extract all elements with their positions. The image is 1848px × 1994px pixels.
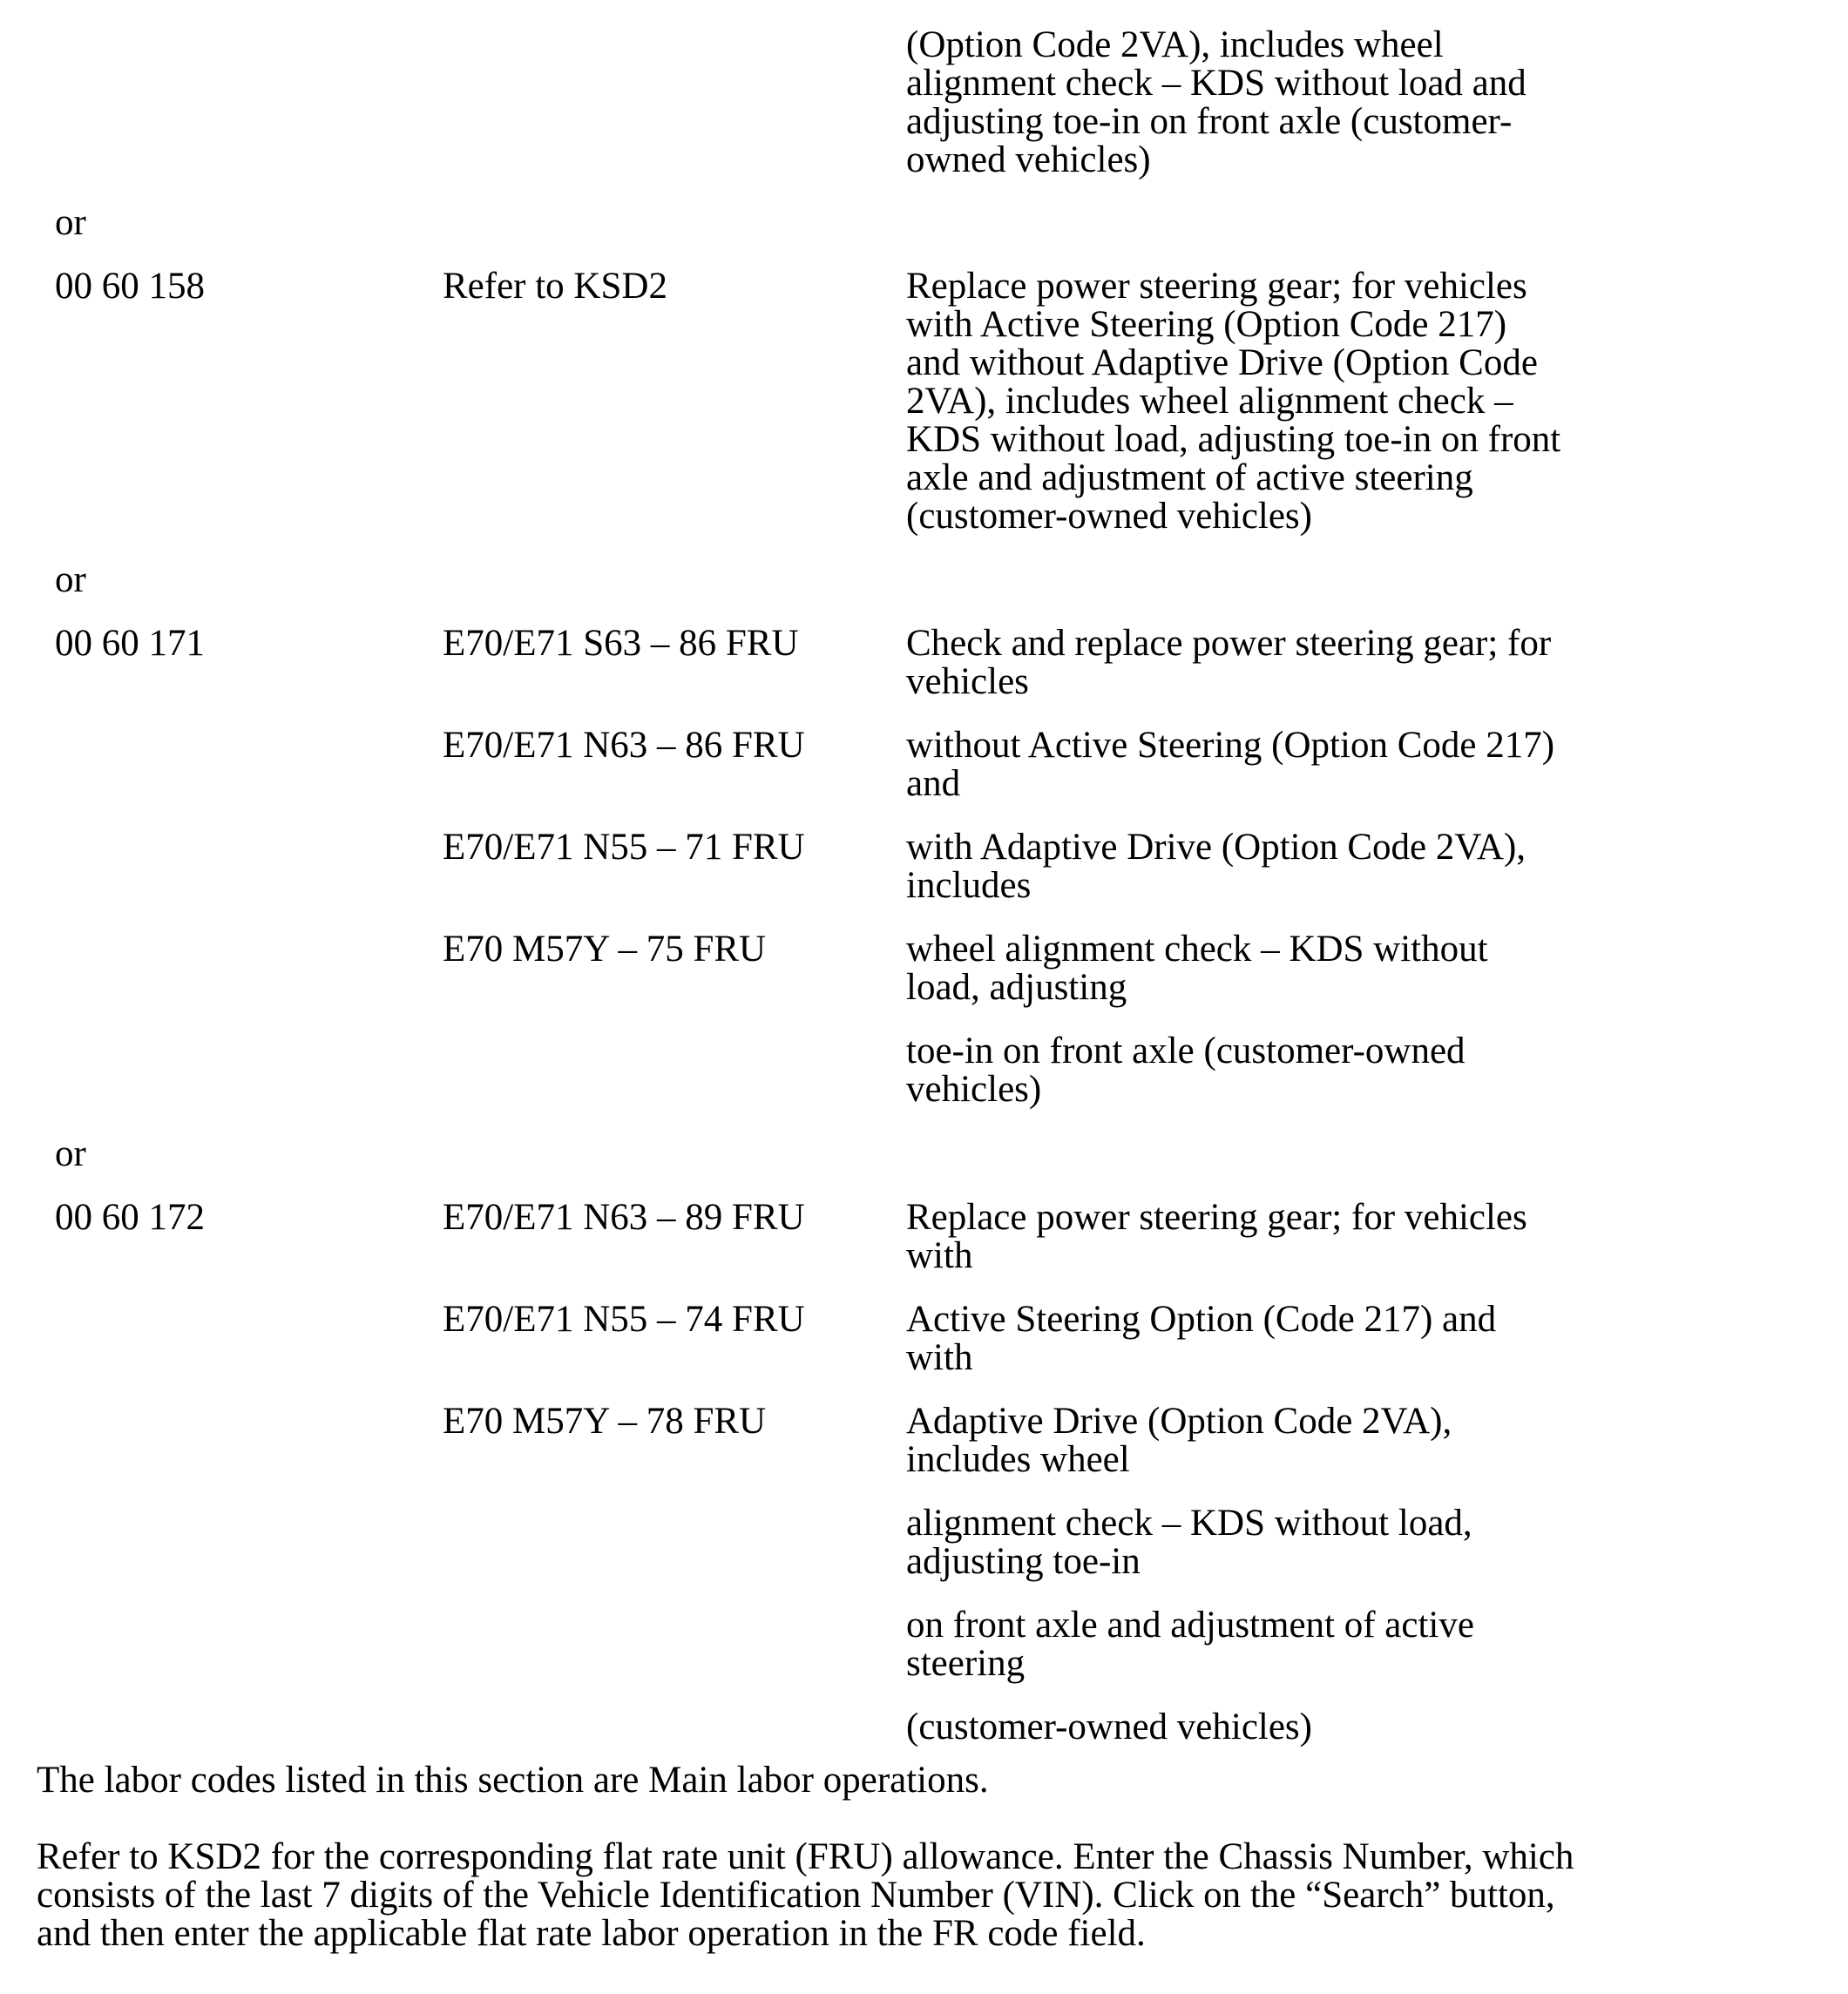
desc-line: (customer-owned vehicles)	[906, 496, 1312, 537]
desc-line: includes wheel	[906, 1439, 1130, 1480]
desc-line: alignment check – KDS without load and	[906, 63, 1526, 104]
fru-172-row: E70 M57Y – 78 FRU	[443, 1401, 767, 1442]
desc-line: and without Adaptive Drive (Option Code	[906, 342, 1538, 383]
ksd2-instructions	[37, 1838, 1831, 1953]
labor-code-note	[37, 1761, 1831, 1800]
desc-line: Check and replace power steering gear; for	[906, 623, 1552, 664]
description-172-row	[906, 1504, 1690, 1581]
desc-line: includes	[906, 865, 1032, 906]
fru-171-row: E70/E71 N63 – 86 FRU	[443, 725, 805, 766]
desc-line: 2VA), includes wheel alignment check –	[906, 381, 1513, 422]
desc-line: adjusting toe-in on front axle (customer-	[906, 101, 1513, 142]
description-171-row	[906, 625, 1690, 701]
description-171-row	[906, 828, 1690, 905]
desc-line: with Adaptive Drive (Option Code 2VA),	[906, 827, 1526, 868]
fru-171-row: E70/E71 S63 – 86 FRU	[443, 623, 799, 664]
labor-code-172: 00 60 172	[55, 1197, 205, 1238]
description-172-row	[906, 1606, 1690, 1683]
description-171-row	[906, 1032, 1690, 1109]
description-171-row	[906, 930, 1690, 1007]
desc-line: (Option Code 2VA), includes wheel	[906, 24, 1444, 65]
or-separator: or	[55, 1133, 86, 1174]
instruction-line: consists of the last 7 digits of the Vehicle Identification Number (VIN). Click on the “Search” button,	[37, 1875, 1555, 1916]
fru-171-row: E70 M57Y – 75 FRU	[443, 929, 767, 970]
description-171-row	[906, 727, 1690, 803]
desc-line: with Active Steering (Option Code 217)	[906, 304, 1507, 345]
desc-line: with	[906, 1235, 973, 1276]
desc-line: Replace power steering gear; for vehicles	[906, 1197, 1527, 1238]
desc-line: without Active Steering (Option Code 217)	[906, 725, 1555, 766]
continued-description	[906, 26, 1690, 179]
desc-line: vehicles	[906, 661, 1029, 702]
or-separator: or	[55, 559, 86, 600]
desc-line: owned vehicles)	[906, 139, 1151, 180]
description-172-row	[906, 1301, 1690, 1377]
desc-line: KDS without load, adjusting toe-in on front	[906, 419, 1561, 460]
note-line: The labor codes listed in this section are Main labor operations.	[37, 1760, 989, 1801]
desc-line: alignment check – KDS without load,	[906, 1503, 1472, 1544]
desc-line: adjusting toe-in	[906, 1541, 1141, 1582]
desc-line: vehicles)	[906, 1069, 1042, 1110]
fru-171-row: E70/E71 N55 – 71 FRU	[443, 827, 805, 868]
labor-code-171: 00 60 171	[55, 623, 205, 664]
or-separator: or	[55, 202, 86, 243]
instruction-line: Refer to KSD2 for the corresponding flat rate unit (FRU) allowance. Enter the Chassis Number, which	[37, 1836, 1574, 1877]
fru-172-row: E70/E71 N55 – 74 FRU	[443, 1299, 805, 1340]
desc-line: Active Steering Option (Code 217) and	[906, 1299, 1497, 1340]
description-158	[906, 267, 1690, 536]
desc-line: (customer-owned vehicles)	[906, 1707, 1312, 1747]
description-172-row	[906, 1199, 1690, 1275]
description-172-row	[906, 1403, 1690, 1479]
labor-code-158: 00 60 158	[55, 266, 205, 307]
desc-line: load, adjusting	[906, 967, 1127, 1008]
desc-line: and	[906, 763, 961, 804]
desc-line: Replace power steering gear; for vehicles	[906, 266, 1527, 307]
desc-line: toe-in on front axle (customer-owned	[906, 1031, 1466, 1071]
instruction-line: and then enter the applicable flat rate labor operation in the FR code field.	[37, 1913, 1146, 1954]
desc-line: steering	[906, 1643, 1026, 1684]
fru-172-row: E70/E71 N63 – 89 FRU	[443, 1197, 805, 1238]
fru-158: Refer to KSD2	[443, 266, 667, 307]
desc-line: with	[906, 1337, 973, 1378]
desc-line: Adaptive Drive (Option Code 2VA),	[906, 1401, 1452, 1442]
description-172-row	[906, 1708, 1690, 1747]
desc-line: on front axle and adjustment of active	[906, 1605, 1474, 1646]
desc-line: axle and adjustment of active steering	[906, 457, 1473, 498]
desc-line: wheel alignment check – KDS without	[906, 929, 1488, 970]
